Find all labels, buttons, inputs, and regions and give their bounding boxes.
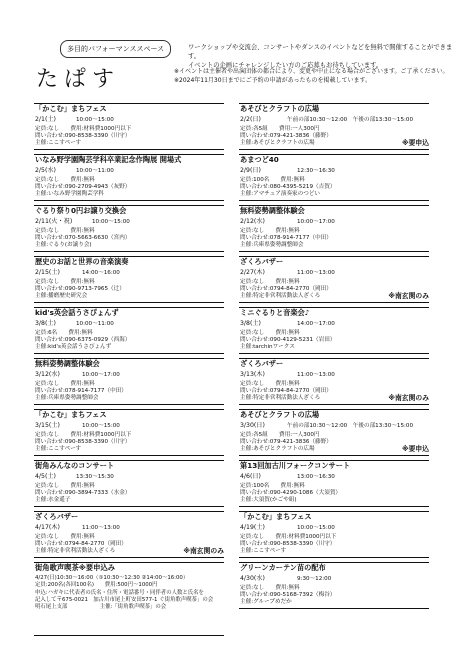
- event-card: [34, 256, 224, 303]
- event-date: 2/11(火・祝): [35, 218, 73, 225]
- event-time: 10:00～15:00: [297, 525, 335, 531]
- event-title: ミニぐるりと音楽会♪: [240, 308, 310, 317]
- event-time: 10:00～11:00: [76, 321, 114, 327]
- event-time: 11:00～13:00: [297, 270, 335, 276]
- event-card: [239, 511, 429, 558]
- event-date: 3/15(土): [35, 422, 60, 429]
- event-card: [34, 205, 224, 252]
- event-details: 定員:なし 費用:無料 問い合わせ:0794-84-2770（岡田） 主催:特定非営利活動法人ざくろ: [240, 279, 332, 300]
- event-date: 4/17(木): [35, 524, 60, 531]
- event-time: 12:30～16:30: [297, 168, 335, 174]
- event-date: 2/12(水): [240, 218, 265, 225]
- event-details: 定員:なし 費用:材料費1000円以下 問い合わせ:090-8538-3390（川守） 主催:ここすペーす: [35, 126, 132, 147]
- event-time: 10:00～11:00: [76, 168, 114, 174]
- note-2: ※2024年11月30日までにご予約の申請があったものを掲載しています。: [174, 77, 372, 84]
- event-details: 定員:100名 費用:無料 問い合わせ:080-4395-5219（吉賀） 主催:アマチュア演奏家のつどい: [240, 177, 336, 198]
- event-card: [239, 307, 429, 354]
- event-title: 無料姿勢調整体験会: [240, 206, 305, 215]
- event-card: [239, 409, 429, 456]
- event-details: 定員:なし 費用:無料 問い合わせ:078-914-7177（中田） 主催:兵庫県姿勢調整師会: [35, 381, 127, 402]
- special-details: 4/27(日)10:30～16:00（①10:30～12:30 ②14:00～16:00） 定員:200名(各回100名) 費用:500円～1000円 申込:ハガキに代表者の氏名・住所・電話番号・同伴者の人数と氏名を 記入して〒675-0021 加古川市尾上町安田577-1 ぐ街角歌声喫茶」の会 明石尾上支部 主催:「街角歌声喫茶」の会: [35, 575, 214, 611]
- event-date: 4/19(土): [240, 524, 265, 531]
- event-details: 定員:なし 費用:無料 問い合わせ:0794-84-2770（岡田） 主催:特定非営利活動法人ざくろ: [240, 381, 332, 402]
- event-title: 歴史のお話と世界の音楽演奏: [35, 257, 129, 266]
- event-title: 「かこむ」まちフェス: [35, 104, 107, 113]
- event-date: 3/13(木): [240, 371, 265, 378]
- left-column: [34, 103, 224, 636]
- event-details: 定員:各5組 費用:一人300円 問い合わせ:079-421-3836（藤野） 主催:あそびとクラフトの広場: [240, 126, 332, 147]
- event-details: 定員:なし 費用:無料 問い合わせ:090-4129-5231（岩田） 主催:tarchinワークス: [240, 330, 336, 351]
- event-card: [239, 103, 429, 150]
- event-date: 4/6(日): [240, 473, 261, 480]
- event-card: [239, 562, 429, 609]
- event-note: ※要申込: [402, 139, 429, 147]
- event-details: 定員:なし 費用:無料 問い合わせ:078-914-7177（中田） 主催:兵庫県姿勢調整師会: [240, 228, 332, 249]
- event-details: 定員:なし 費用:無料 問い合わせ:090-5168-7392（梅谷） 主催:グループめだか: [240, 585, 336, 606]
- event-title: ざくろバザー: [240, 257, 284, 266]
- event-details: 定員:なし 費用:無料 問い合わせ:090-9713-7965（辻） 主催:播磨歴史研究会: [35, 279, 125, 300]
- event-title: ざくろバザー: [240, 359, 284, 368]
- event-date: 2/27(木): [240, 269, 265, 276]
- event-card: [239, 205, 429, 252]
- event-card: [34, 154, 224, 201]
- special-title: 街角歌声喫茶※要申込み: [35, 563, 116, 572]
- event-details: 定員:6名 費用:無料 問い合わせ:090-6375-0929（西海） 主催:kid's英会話うさぴょんず: [35, 330, 131, 351]
- page-logo: たぱす: [36, 67, 121, 92]
- event-title: 無料姿勢調整体験会: [35, 359, 100, 368]
- event-time: 14:00～16:00: [82, 270, 120, 276]
- event-card: [34, 358, 224, 405]
- event-time: 13:00～16:30: [297, 474, 335, 480]
- event-note: ※南玄関のみ: [388, 394, 429, 402]
- event-details: 定員:なし 費用:材料費1000円以下 問い合わせ:090-8538-3390（川守） 主催:ここすペーす: [35, 432, 132, 453]
- event-date: 4/30(水): [240, 575, 265, 582]
- event-time: 10:00～15:00: [82, 423, 120, 429]
- event-date: 3/8(土): [240, 320, 261, 327]
- event-title: 「かこむ」まちフェス: [240, 512, 312, 521]
- special-event: [34, 562, 224, 636]
- event-details: 定員:なし 費用:材料費1000円以下 問い合わせ:090-8538-3390（川守） 主催:ここすペーす: [240, 534, 337, 555]
- intro-line-1: ワークショップや交流会、コンサートやダンスのイベントなどを無料で開催することができます。: [188, 44, 453, 60]
- event-card: [34, 460, 224, 507]
- notes: [174, 67, 456, 85]
- event-title: 街角みんなのコンサート: [35, 461, 115, 470]
- event-title: グリーンカーテン苗の配布: [240, 563, 326, 572]
- event-time: 13:30～15:30: [76, 474, 114, 480]
- event-details: 定員:100名 費用:無料 問い合わせ:090-4290-1086（大須賀） 主催:大須賀(かごや組): [240, 483, 342, 504]
- event-date: 3/30(日): [240, 422, 265, 429]
- event-card: [239, 358, 429, 405]
- event-note: ※南玄関のみ: [183, 547, 224, 555]
- event-title: あそびとクラフトの広場: [240, 104, 320, 113]
- event-card: [34, 511, 224, 558]
- event-time: 11:00～13:00: [82, 525, 120, 531]
- event-title: kid's英会話うさぴょんず: [35, 308, 119, 317]
- event-date: 3/12(水): [35, 371, 60, 378]
- event-title: 「かこむ」まちフェス: [35, 410, 107, 419]
- event-card: [34, 409, 224, 456]
- event-date: 3/8(土): [35, 320, 56, 327]
- event-card: [239, 256, 429, 303]
- event-note: ※南玄関のみ: [388, 292, 429, 300]
- event-time: 10:00～15:00: [76, 117, 114, 123]
- event-title: ぐるり祭り0円お譲り交換会: [35, 206, 127, 215]
- event-time: 10:00～15:00: [92, 219, 130, 225]
- event-card: [239, 460, 429, 507]
- event-card: [239, 154, 429, 201]
- event-date: 2/1(土): [35, 116, 56, 123]
- header: [0, 0, 460, 102]
- event-note: ※要申込: [402, 445, 429, 453]
- event-details: 定員:なし 費用:無料 問い合わせ:070-5663-6630（宮内） 主催:ぐるり(お譲り会): [35, 228, 131, 249]
- event-title: ざくろバザー: [35, 512, 79, 521]
- event-time: 午前の部10:30～12:00 午後の部13:30～15:00: [287, 423, 414, 429]
- event-card: [34, 103, 224, 150]
- event-title: あまつど40: [240, 155, 279, 164]
- event-card: [34, 307, 224, 354]
- event-time: 10:00～17:00: [297, 219, 335, 225]
- event-title: あそびとクラフトの広場: [240, 410, 320, 419]
- intro-text: [188, 43, 453, 70]
- event-grid: [34, 103, 429, 648]
- event-details: 定員:なし 費用:無料 問い合わせ:0794-84-2770（岡田） 主催:特定非営利活動法人ざくろ: [35, 534, 127, 555]
- event-details: 定員:各5組 費用:一人300円 問い合わせ:079-421-3836（藤野） 主催:あそびとクラフトの広場: [240, 432, 332, 453]
- event-time: 11:00～13:00: [297, 372, 335, 378]
- event-title: いなみ野学園陶芸学科卒業記念作陶展 開場式: [35, 155, 182, 164]
- event-date: 2/2(日): [240, 116, 261, 123]
- event-date: 2/15(土): [35, 269, 60, 276]
- event-title: 第13回加古川フォークコンサート: [240, 461, 351, 470]
- event-time: 14:00～17:00: [297, 321, 335, 327]
- event-date: 2/5(水): [35, 167, 56, 174]
- note-1: ※イベントは主催者や出演団体の都合により、変更や中止になる場合がございます。ご了承ください。: [174, 68, 449, 75]
- intro-line-2: イベントの企画にチャレンジしたい方のご応募もお待ちしています。: [188, 62, 383, 69]
- event-time: 10:00～17:00: [82, 372, 120, 378]
- event-time: 9:30～12:00: [297, 576, 332, 582]
- event-date: 4/5(土): [35, 473, 56, 480]
- page-tag: 多目的パフォーマンススペース: [60, 40, 171, 58]
- event-date: 2/9(日): [240, 167, 261, 174]
- event-time: 午前の部10:30～12:00 午後の部13:30～15:00: [287, 117, 414, 123]
- event-details: 定員:なし 費用:無料 問い合わせ:090-2709-4943（灰野） 主催:いなみ野学園陶芸学科: [35, 177, 131, 198]
- right-column: [239, 103, 429, 613]
- event-details: 定員:なし 費用:無料 問い合わせ:090-3894-7333（水金） 主催:水金遥子: [35, 483, 131, 504]
